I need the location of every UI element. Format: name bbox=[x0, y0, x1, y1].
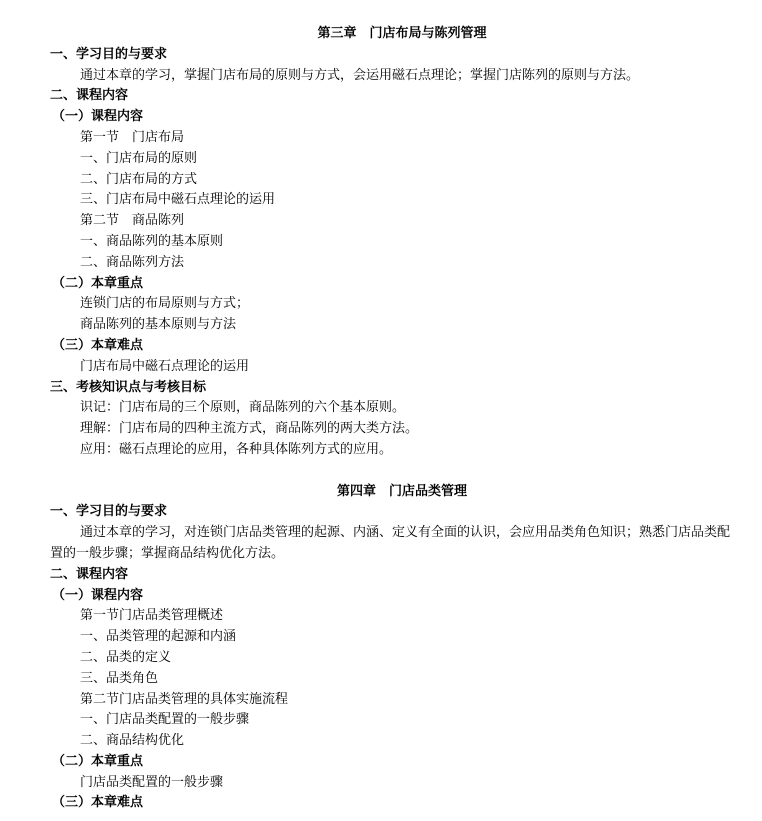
list-item: 第二节门店品类管理的具体实施流程 bbox=[80, 691, 289, 707]
section-heading: 一、学习目的与要求 bbox=[50, 504, 168, 520]
list-item: 应用：磁石点理论的应用，各种具体陈列方式的应用。 bbox=[80, 441, 393, 457]
paragraph: 通过本章的学习，掌握门店布局的原则与方式，会运用磁石点理论；掌握门店陈列的原则与方法。 bbox=[80, 67, 640, 83]
list-item: 理解：门店布局的四种主流方式，商品陈列的两大类方法。 bbox=[80, 421, 419, 437]
section-heading: 二、课程内容 bbox=[50, 88, 129, 104]
list-item: 识记：门店布局的三个原则，商品陈列的六个基本原则。 bbox=[80, 400, 406, 416]
list-item: 三、品类角色 bbox=[80, 670, 159, 686]
list-item: 门店品类配置的一般步骤 bbox=[80, 774, 224, 790]
subsection-heading: （二）本章重点 bbox=[52, 275, 144, 291]
chapter-3 bbox=[50, 24, 754, 461]
list-item: 一、品类管理的起源和内涵 bbox=[80, 629, 237, 645]
list-item: 一、门店品类配置的一般步骤 bbox=[80, 712, 250, 728]
list-item: 二、商品陈列方法 bbox=[80, 254, 185, 270]
list-item: 第二节 商品陈列 bbox=[80, 213, 185, 229]
subsection-heading: （三）本章难点 bbox=[52, 337, 144, 353]
list-item: 二、品类的定义 bbox=[80, 649, 172, 665]
chapter-title: 第四章 门店品类管理 bbox=[336, 483, 467, 499]
section-heading: 三、考核知识点与考核目标 bbox=[50, 379, 207, 395]
chapter-spacer bbox=[50, 461, 754, 482]
list-item: 二、商品结构优化 bbox=[80, 733, 185, 749]
section-heading: 二、课程内容 bbox=[50, 566, 129, 582]
subsection-heading: （二）本章重点 bbox=[52, 753, 144, 769]
paragraph: 通过本章的学习，对连锁门店品类管理的起源、内涵、定义有全面的认识，会应用品类角色知识；熟悉门店品类配置的一般步骤；掌握商品结构优化方法。 bbox=[50, 525, 731, 561]
list-item: 一、商品陈列的基本原则 bbox=[80, 233, 224, 249]
section-heading: 一、学习目的与要求 bbox=[50, 46, 168, 62]
chapter-title: 第三章 门店布局与陈列管理 bbox=[317, 26, 487, 41]
chapter-4 bbox=[50, 482, 754, 815]
subsection-heading: （三）本章难点 bbox=[52, 795, 144, 811]
list-item: 门店布局中磁石点理论的运用 bbox=[80, 358, 250, 374]
list-item: 三、门店布局中磁石点理论的运用 bbox=[80, 192, 276, 208]
list-item: 商品陈列的基本原则与方法 bbox=[80, 317, 237, 333]
list-item: 二、门店布局的方式 bbox=[80, 171, 198, 187]
list-item: 第一节 门店布局 bbox=[80, 129, 185, 145]
subsection-heading: （一）课程内容 bbox=[52, 587, 144, 603]
subsection-heading: （一）课程内容 bbox=[52, 109, 144, 125]
list-item: 连锁门店的布局原则与方式； bbox=[80, 296, 250, 312]
list-item: 第一节门店品类管理概述 bbox=[80, 608, 224, 624]
list-item: 一、门店布局的原则 bbox=[80, 150, 198, 166]
